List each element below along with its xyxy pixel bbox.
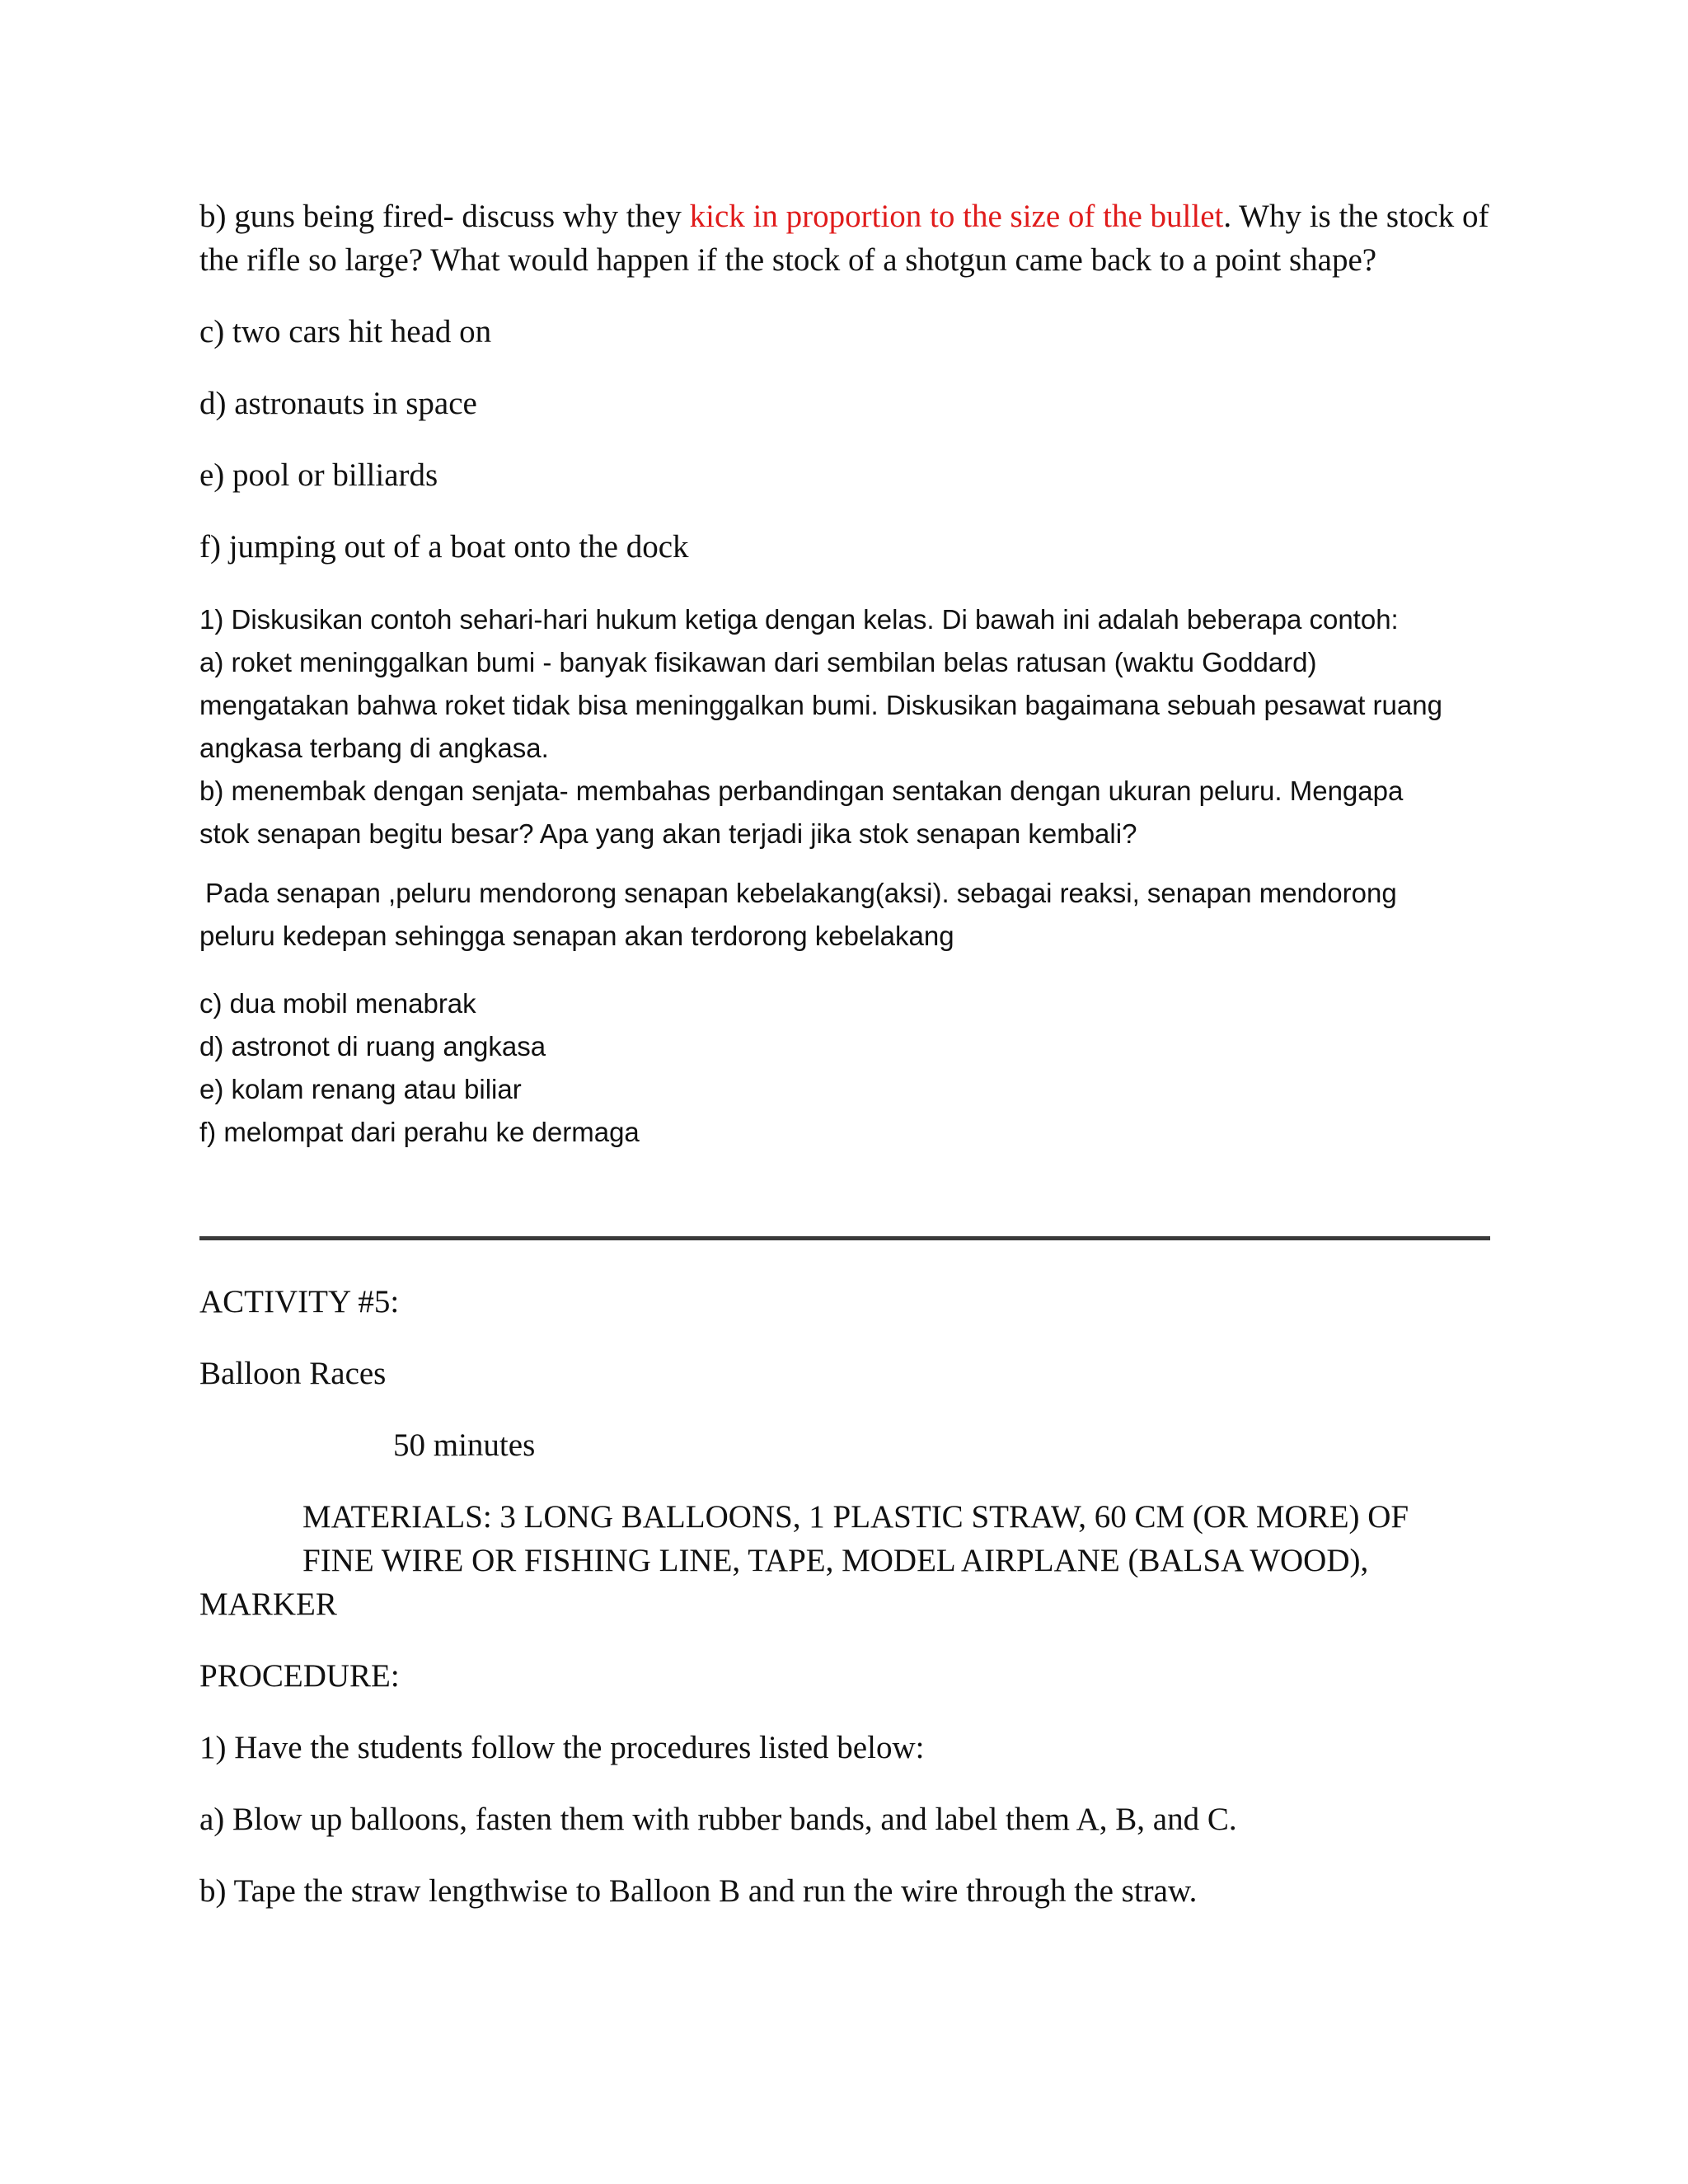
materials-line1: MATERIALS: 3 LONG BALLOONS, 1 PLASTIC STRAW, 60 CM (OR MORE) OF xyxy=(302,1499,1409,1535)
indonesian-b-line1: b) menembak dengan senjata- membahas perbandingan sentakan dengan ukuran peluru. Mengapa xyxy=(199,776,1404,806)
procedure-step-1: 1) Have the students follow the procedures listed below: xyxy=(199,1730,925,1765)
indonesian-item-e: e) kolam renang atau biliar xyxy=(199,1074,522,1104)
english-item-f: f) jumping out of a boat onto the dock xyxy=(199,529,689,565)
english-item-c: c) two cars hit head on xyxy=(199,314,492,349)
indonesian-item-c: c) dua mobil menabrak xyxy=(199,988,476,1019)
indonesian-b-line2: stok senapan begitu besar? Apa yang akan terjadi jika stok senapan kembali? xyxy=(199,818,1137,849)
indonesian-answer-line2: peluru kedepan sehingga senapan akan terdorong kebelakang xyxy=(199,921,954,951)
indonesian-answer xyxy=(199,872,1489,958)
materials-line2: FINE WIRE OR FISHING LINE, TAPE, MODEL AIRPLANE (BALSA WOOD), xyxy=(302,1543,1369,1578)
activity-title: Balloon Races xyxy=(199,1356,387,1391)
english-item-b-prefix: b) guns being fired- discuss why they xyxy=(199,199,690,234)
indonesian-translation xyxy=(199,598,1489,855)
indonesian-a-line2: mengatakan bahwa roket tidak bisa meninggalkan bumi. Diskusikan bagaimana sebuah pesawat ruang xyxy=(199,690,1442,720)
indonesian-a-line1: a) roket meninggalkan bumi - banyak fisikawan dari sembilan belas ratusan (waktu Goddard) xyxy=(199,647,1317,677)
procedure-step-a: a) Blow up balloons, fasten them with rubber bands, and label them A, B, and C. xyxy=(199,1802,1237,1837)
english-item-b xyxy=(199,194,1489,282)
activity-heading: ACTIVITY #5: xyxy=(199,1284,400,1319)
english-item-d: d) astronauts in space xyxy=(199,386,477,421)
indonesian-item-f: f) melompat dari perahu ke dermaga xyxy=(199,1117,640,1147)
indonesian-item-d: d) astronot di ruang angkasa xyxy=(199,1031,546,1062)
procedure-step-b: b) Tape the straw lengthwise to Balloon B and run the wire through the straw. xyxy=(199,1873,1198,1909)
activity-duration: 50 minutes xyxy=(393,1427,536,1463)
materials-block xyxy=(199,1495,1489,1626)
indonesian-intro: 1) Diskusikan contoh sehari-hari hukum ketiga dengan kelas. Di bawah ini adalah beberapa contoh: xyxy=(199,604,1399,635)
procedure-heading: PROCEDURE: xyxy=(199,1658,400,1694)
indonesian-a-line3: angkasa terbang di angkasa. xyxy=(199,733,549,763)
english-item-b-highlight: kick in proportion to the size of the bullet xyxy=(689,199,1224,234)
section-divider xyxy=(199,1236,1490,1240)
materials-line3: MARKER xyxy=(199,1586,337,1622)
indonesian-examples xyxy=(199,982,1489,1154)
english-item-e: e) pool or billiards xyxy=(199,457,438,493)
document-page xyxy=(199,194,1489,1913)
english-item-b-suffix: . Why is the stock of the rifle so large? What would happen if the stock of a shotgun came back to a point shape? xyxy=(199,199,1489,278)
indonesian-answer-line1: Pada senapan ,peluru mendorong senapan kebelakang(aksi). sebagai reaksi, senapan mendorong xyxy=(205,878,1397,908)
